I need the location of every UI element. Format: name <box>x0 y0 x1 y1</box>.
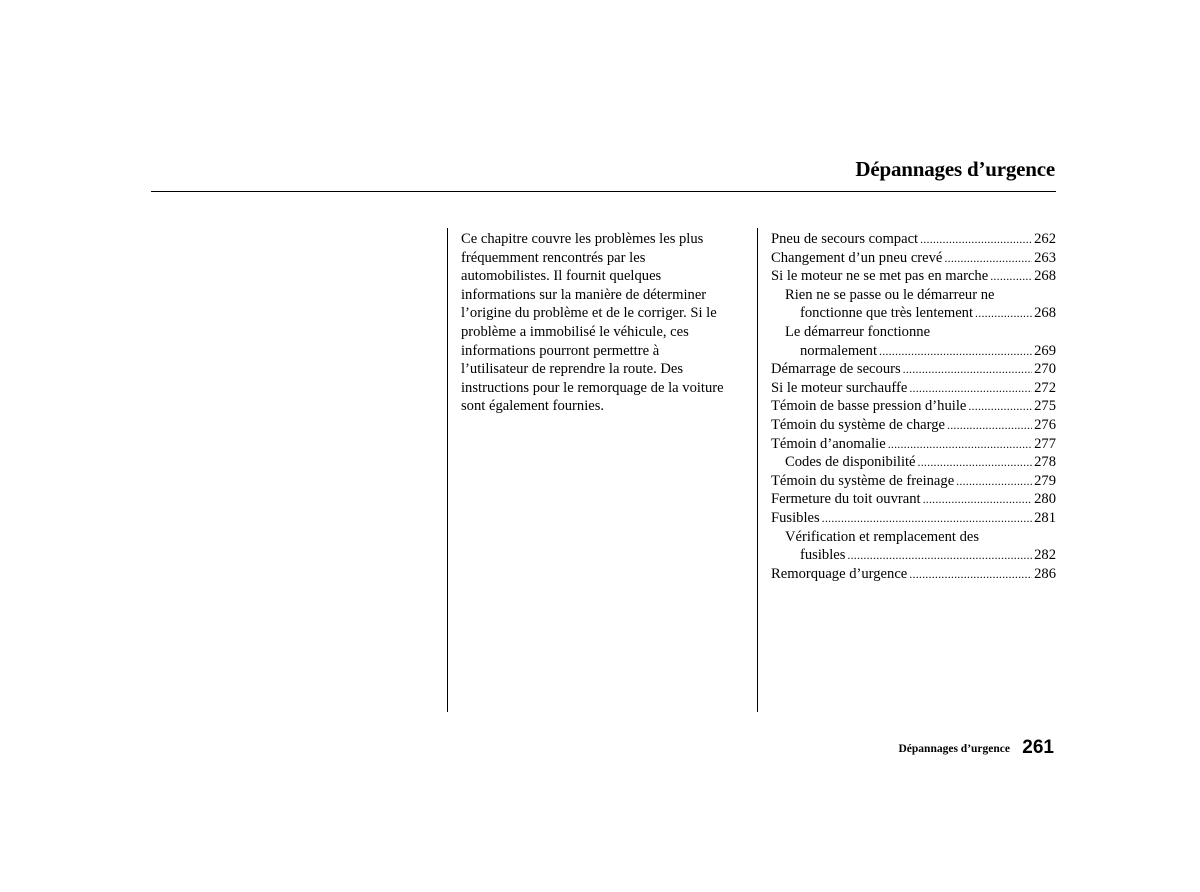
toc-entry[interactable] <box>771 267 1056 286</box>
toc-entry[interactable] <box>771 230 1056 249</box>
toc-leader-dots <box>879 342 1032 361</box>
toc-entry-page: 262 <box>1034 231 1056 247</box>
toc-leader-dots <box>903 360 1032 379</box>
intro-paragraph <box>461 230 751 416</box>
toc-entry-title: fusibles <box>800 547 846 564</box>
intro-line: instructions pour le remorquage de la voiture <box>461 379 724 396</box>
toc-leader-dots <box>918 453 1033 472</box>
toc-entry-page: 268 <box>1034 305 1056 322</box>
toc-entry-title: fonctionne que très lentement <box>800 305 974 322</box>
toc-entry[interactable] <box>771 509 1056 528</box>
toc-leader-dots <box>888 435 1032 454</box>
toc-entry-page: 277 <box>1034 435 1056 452</box>
toc-entry-page: 276 <box>1034 416 1056 433</box>
toc-subentry[interactable] <box>771 286 1056 305</box>
toc-entry-title: Si le moteur surchauffe <box>771 379 908 396</box>
intro-line: informations sur la manière de déterminer <box>461 286 707 303</box>
toc-entry[interactable] <box>771 490 1056 509</box>
page-number: 261 <box>1022 737 1054 758</box>
toc-entry[interactable] <box>771 360 1056 379</box>
toc-subentry-continuation[interactable] <box>771 546 1056 565</box>
toc-entry[interactable] <box>771 379 1056 398</box>
toc-entry-title: Fusibles <box>771 509 820 526</box>
toc-leader-dots <box>990 267 1032 286</box>
toc-subentry[interactable] <box>771 323 1056 342</box>
toc-entry-page: 270 <box>1034 361 1056 378</box>
table-of-contents <box>771 230 1056 583</box>
toc-entry-page: 268 <box>1034 268 1056 285</box>
toc-entry[interactable] <box>771 435 1056 454</box>
toc-entry-title: Rien ne se passe ou le démarreur ne <box>785 286 995 303</box>
toc-entry-title: Si le moteur ne se met pas en marche <box>771 268 989 285</box>
toc-subentry-continuation[interactable] <box>771 304 1056 323</box>
intro-line: fréquemment rencontrés par les <box>461 249 646 266</box>
toc-leader-dots <box>968 397 1032 416</box>
toc-entry-page: 280 <box>1034 491 1056 508</box>
intro-line: sont également fournies. <box>461 398 605 415</box>
toc-entry-title: Le démarreur fonctionne <box>785 323 931 340</box>
toc-leader-dots <box>944 249 1032 268</box>
toc-leader-dots <box>975 304 1032 323</box>
toc-entry-page: 269 <box>1034 342 1056 359</box>
intro-line: l’utilisateur de reprendre la route. Des <box>461 361 684 378</box>
toc-entry-title: normalement <box>800 342 877 359</box>
toc-subentry-continuation[interactable] <box>771 342 1056 361</box>
toc-entry-title: Fermeture du toit ouvrant <box>771 491 921 508</box>
toc-leader-dots <box>947 416 1032 435</box>
toc-entry-title: Pneu de secours compact <box>771 231 919 247</box>
toc-leader-dots <box>822 509 1032 528</box>
toc-subentry[interactable] <box>771 453 1056 472</box>
toc-entry-page: 281 <box>1034 509 1056 526</box>
toc-entry-page: 275 <box>1034 398 1056 415</box>
toc-entry[interactable] <box>771 416 1056 435</box>
intro-line: Ce chapitre couvre les problèmes les plus <box>461 231 704 247</box>
toc-entry[interactable] <box>771 472 1056 491</box>
title-rule <box>151 191 1056 192</box>
toc-entry[interactable] <box>771 249 1056 268</box>
toc-leader-dots <box>909 565 1032 584</box>
toc-entry-title: Témoin du système de freinage <box>771 472 955 489</box>
toc-entry-page: 286 <box>1034 565 1056 582</box>
toc-entry-page: 278 <box>1034 454 1056 471</box>
toc-leader-dots <box>956 472 1032 491</box>
intro-line: problème a immobilisé le véhicule, ces <box>461 323 689 340</box>
toc-entry-title: Témoin d’anomalie <box>771 435 886 452</box>
intro-line: informations pourront permettre à <box>461 342 660 359</box>
toc-leader-dots <box>923 490 1033 509</box>
toc-leader-dots <box>847 546 1032 565</box>
toc-entry-page: 263 <box>1034 249 1056 266</box>
intro-line: automobilistes. Il fournit quelques <box>461 268 662 285</box>
toc-entry-title: Témoin du système de charge <box>771 416 945 433</box>
toc-entry[interactable] <box>771 565 1056 584</box>
toc-entry-page: 282 <box>1034 547 1056 564</box>
toc-subentry[interactable] <box>771 528 1056 547</box>
toc-entry-title: Changement d’un pneu crevé <box>771 249 943 266</box>
column-divider-left <box>447 228 448 712</box>
toc-entry-title: Remorquage d’urgence <box>771 565 908 582</box>
toc-entry-page: 272 <box>1034 379 1056 396</box>
footer-section-label: Dépannages d’urgence <box>898 743 1010 755</box>
intro-line: l’origine du problème et de le corriger. Si le <box>461 305 717 322</box>
column-divider-middle <box>757 228 758 712</box>
toc-entry-page: 279 <box>1034 472 1056 489</box>
toc-leader-dots <box>920 230 1032 249</box>
toc-leader-dots <box>909 379 1032 398</box>
toc-entry-title: Vérification et remplacement des <box>785 528 980 545</box>
toc-entry-title: Démarrage de secours <box>771 361 901 378</box>
toc-entry[interactable] <box>771 397 1056 416</box>
toc-entry-title: Codes de disponibilité <box>785 454 916 471</box>
chapter-title: Dépannages d’urgence <box>855 157 1055 181</box>
toc-entry-title: Témoin de basse pression d’huile <box>771 398 967 415</box>
